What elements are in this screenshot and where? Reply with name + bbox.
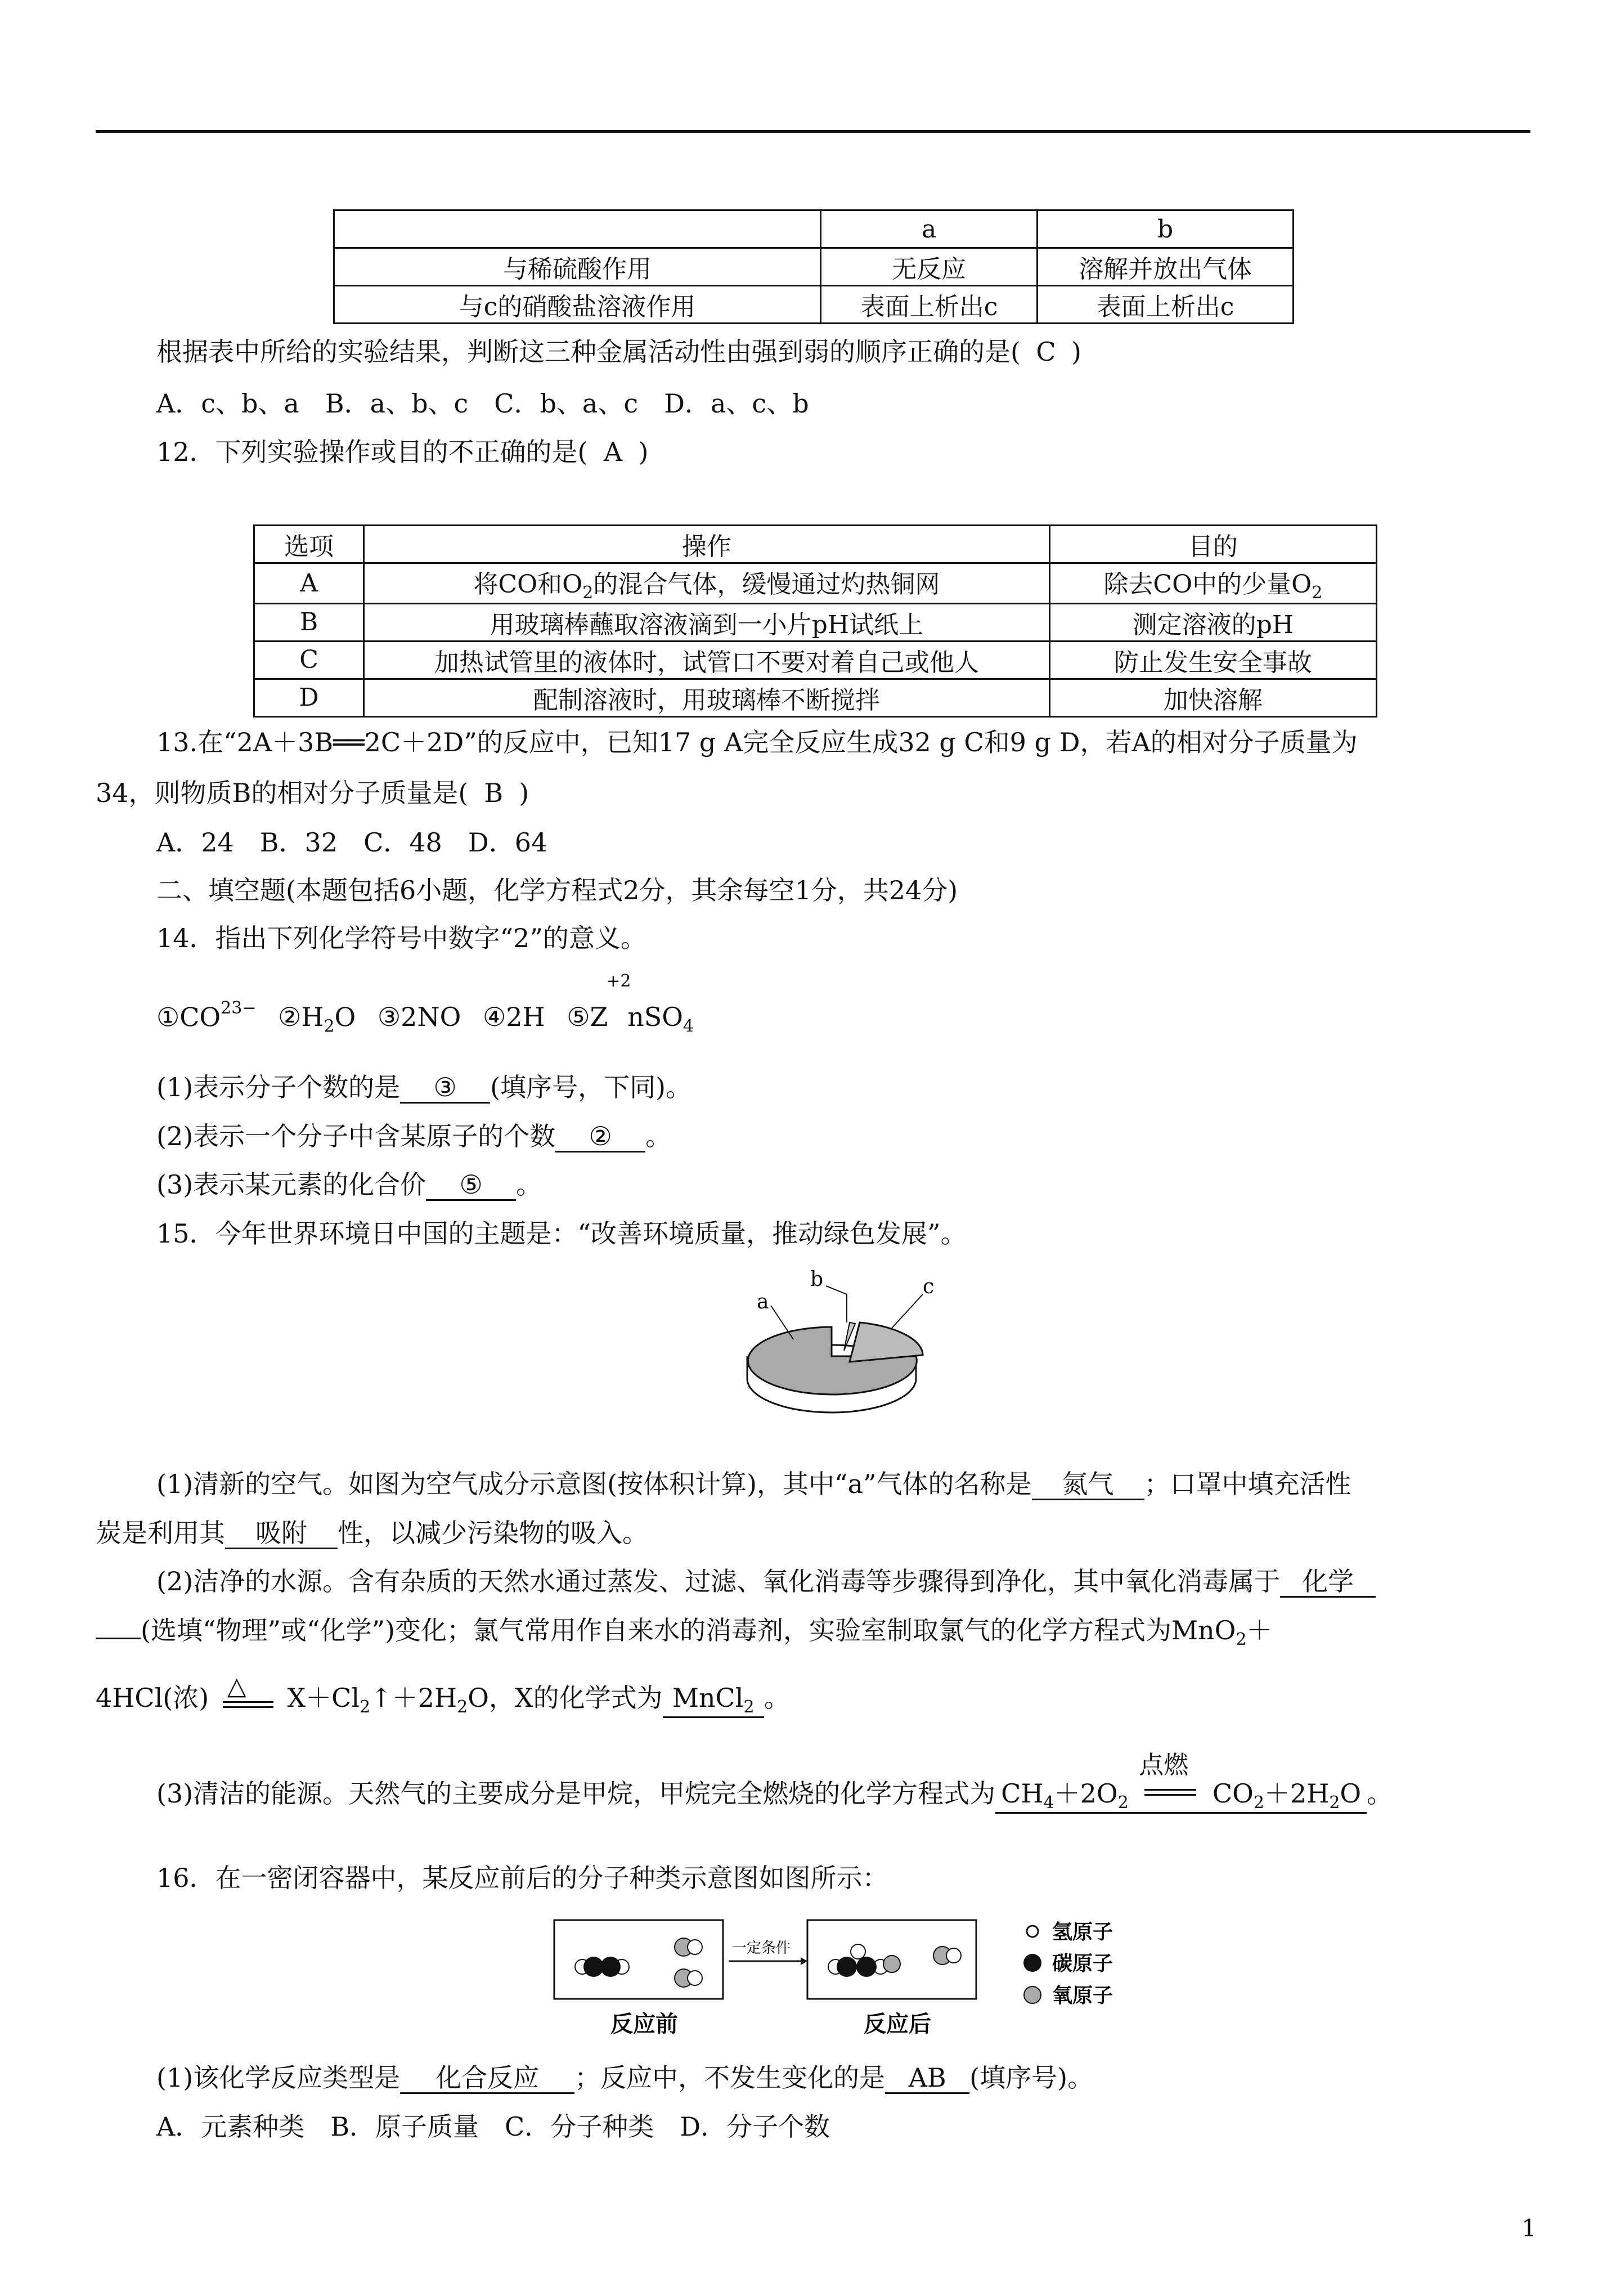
- header-rule: [96, 130, 1530, 133]
- table-header-cell: b: [1038, 210, 1294, 248]
- table-row: [334, 248, 1294, 286]
- pie-label-a: a: [757, 1290, 769, 1313]
- table-header-cell: [334, 210, 821, 248]
- table-row: [254, 679, 1377, 716]
- answer: C: [1036, 337, 1056, 367]
- table-cell: 防止发生安全事故: [1049, 641, 1376, 679]
- q14-part3: (3)表示某元素的化合价 ⑤ 。: [156, 1169, 542, 1200]
- q15-part1-line2: 炭是利用其 吸附 性，以减少污染物的吸入。: [96, 1518, 648, 1548]
- table-cell: 与c的硝酸盐溶液作用: [334, 286, 821, 324]
- table-cell: C: [254, 641, 364, 679]
- q16-stem: 16．在一密闭容器中，某反应前后的分子种类示意图如图所示：: [156, 1863, 888, 1893]
- q11-options: A．c、b、a B．a、b、c C．b、a、c D．a、c、b: [156, 388, 809, 419]
- q15-stem: 15．今年世界环境日中国的主题是：“改善环境质量，推动绿色发展”。: [156, 1218, 967, 1249]
- table-row: [334, 210, 1294, 248]
- q14-symbols: $①CO^{23-}$ $②H_2O$ ③2NO ④2H ⑤Z +2 nSO$_4$: [156, 971, 694, 1037]
- after-label: 反应后: [864, 2011, 931, 2037]
- before-label: 反应前: [610, 2011, 678, 2037]
- table-cell: 将CO和$O_2$的混合气体，缓慢通过灼热铜网: [364, 563, 1050, 604]
- page-number: 1: [1521, 2214, 1537, 2242]
- table-row: [254, 563, 1377, 604]
- table-row: [254, 603, 1377, 641]
- q14-part1: (1)表示分子个数的是 ③ (填序号，下同)。: [156, 1072, 692, 1102]
- pie-label-c: c: [923, 1275, 935, 1298]
- answer-blank: 化合反应: [400, 2064, 574, 2094]
- q16-part1: (1)该化学反应类型是 化合反应 ；反应中，不发生变化的是 AB (填序号)。: [156, 2062, 1094, 2093]
- question-text: 12．下列实验操作或目的不正确的是(: [156, 437, 588, 467]
- q13-options: A．24 B．32 C．48 D．64: [156, 827, 548, 858]
- q14-part2: (2)表示一个分子中含某原子的个数 ② 。: [156, 1121, 672, 1151]
- q13-line2: [96, 778, 529, 809]
- experiment-table: [253, 524, 1377, 718]
- table-cell: 除去CO中的少量$O_2$: [1049, 563, 1376, 604]
- table-cell: A: [254, 563, 364, 604]
- answer-blank: 氮气: [1032, 1470, 1144, 1500]
- table-header-cell: 选项: [254, 526, 364, 563]
- answer-blank: ③: [400, 1073, 490, 1104]
- table-cell: 配制溶液时，用玻璃棒不断搅拌: [364, 679, 1050, 716]
- pie-label-b: b: [810, 1268, 824, 1291]
- question-text: 34，则物质B的相对分子质量是(: [96, 778, 469, 808]
- q14-stem: 14．指出下列化学符号中数字“2”的意义。: [156, 923, 646, 953]
- q11-stem: [156, 337, 1081, 367]
- ignite-condition: 点燃: [1139, 1751, 1189, 1779]
- reaction-condition: 一定条件: [732, 1940, 791, 1957]
- table-row: [334, 286, 1294, 324]
- table-cell: 用玻璃棒蘸取溶液滴到一小片pH试纸上: [364, 603, 1050, 641]
- q15-part2-line1: (2)洁净的水源。含有杂质的天然水通过蒸发、过滤、氧化消毒等步骤得到净化，其中氧化消毒属于 化学: [156, 1566, 1376, 1598]
- answer-blank: 化学: [1280, 1567, 1376, 1598]
- legend-carbon: 碳原子: [1052, 1952, 1113, 1975]
- table-row: [254, 641, 1377, 679]
- q15-part2-line2: (选填“物理”或“化学”)变化；氯气常用作自来水的消毒剂，实验室制取氯气的化学方程式为MnO$_2$＋: [96, 1615, 1273, 1650]
- table-header-cell: 目的: [1049, 526, 1376, 563]
- table-row: [254, 526, 1377, 563]
- valence-mark: +2: [606, 971, 631, 992]
- paren: ): [519, 778, 529, 808]
- q16-options: A．元素种类 B．原子质量 C．分子种类 D．分子个数: [156, 2111, 830, 2142]
- air-composition-pie: [731, 1266, 945, 1452]
- table-header-cell: a: [821, 210, 1038, 248]
- table-cell: 表面上析出c: [1038, 286, 1294, 324]
- table-cell: 表面上析出c: [821, 286, 1038, 324]
- legend-hydrogen: 氢原子: [1052, 1921, 1113, 1944]
- q13-line1: 13.在“2A＋3B══2C＋2D”的反应中，已知17 g A完全反应生成32 g C和9 g D，若A的相对分子质量为: [156, 727, 1358, 757]
- table-cell: 与稀硫酸作用: [334, 248, 821, 286]
- reaction-diagram: [549, 1913, 1156, 2043]
- table-cell: 无反应: [821, 248, 1038, 286]
- q12-stem: [156, 437, 648, 468]
- table-cell: 溶解并放出气体: [1038, 248, 1294, 286]
- answer: B: [484, 778, 504, 808]
- q15-part3: (3)清洁的能源。天然气的主要成分是甲烷，甲烷完全燃烧的化学方程式为 $CH_4+2O_2$ 点燃 $CO_2+2H_2O$ 。: [156, 1751, 1393, 1813]
- paren: ): [1071, 337, 1081, 367]
- answer-blank: MnCl$_2$: [663, 1684, 764, 1718]
- table-header-cell: 操作: [364, 526, 1050, 563]
- question-text: 根据表中所给的实验结果，判断这三种金属活动性由强到弱的顺序正确的是(: [156, 337, 1021, 367]
- heat-symbol: △: [227, 1672, 246, 1701]
- table-cell: B: [254, 603, 364, 641]
- answer-blank: AB: [885, 2064, 969, 2094]
- metal-activity-table: [333, 209, 1294, 324]
- table-cell: 加快溶解: [1049, 679, 1376, 716]
- q15-part1-line1: (1)清新的空气。如图为空气成分示意图(按体积计算)，其中“a”气体的名称是 氮气 ；口罩中填充活性: [156, 1469, 1351, 1499]
- paren: ): [638, 437, 649, 467]
- answer-blank: $CH_4+2O_2$ 点燃 $CO_2+2H_2O$: [995, 1779, 1367, 1814]
- table-cell: D: [254, 679, 364, 716]
- answer: A: [603, 437, 623, 467]
- answer-blank: ②: [555, 1122, 645, 1153]
- section-heading: 二、填空题(本题包括6小题，化学方程式2分，其余每空1分，共24分): [156, 875, 958, 905]
- legend-oxygen: 氧原子: [1052, 1984, 1113, 2007]
- q15-part2-line3: 4HCl(浓) △ $X+Cl_2↑+2H_2O$，X的化学式为 MnCl$_2$ 。: [96, 1672, 790, 1717]
- answer-blank: 吸附: [225, 1519, 338, 1549]
- table-cell: 测定溶液的pH: [1049, 603, 1376, 641]
- table-cell: 加热试管里的液体时，试管口不要对着自己或他人: [364, 641, 1050, 679]
- answer-blank: ⑤: [426, 1171, 516, 1201]
